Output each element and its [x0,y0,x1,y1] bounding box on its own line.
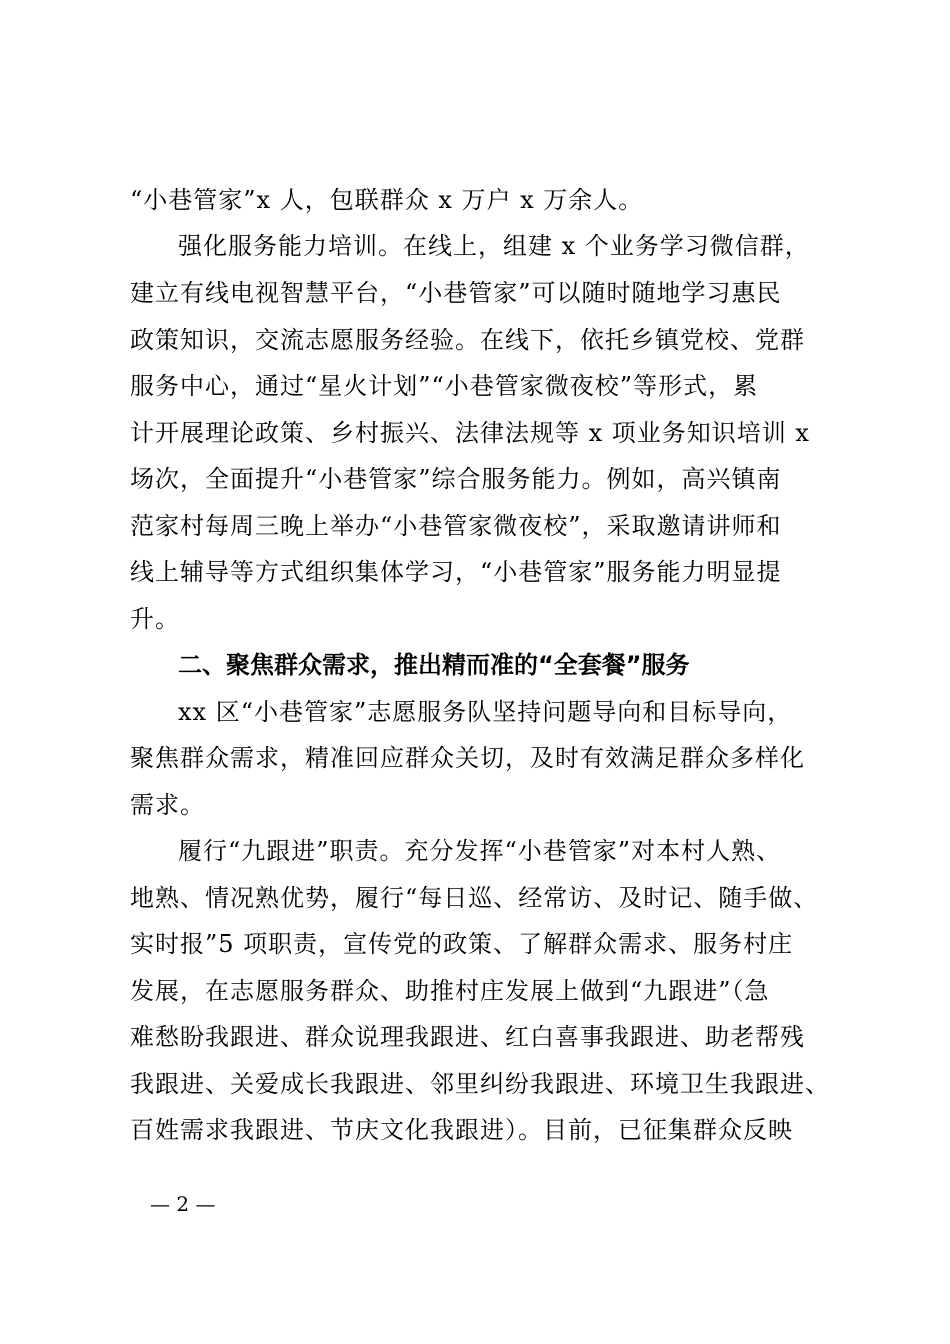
section-heading: 二、聚焦群众需求，推出精而准的“全套餐”服务 [178,651,690,679]
paragraph-heading-line: 强化服务能力培训。在线上，组建 x 个业务学习微信群， [178,232,810,260]
text-line: 升。 [130,605,180,633]
text-line: 百姓需求我跟进、节庆文化我跟进）。目前，已征集群众反映 [130,1116,793,1144]
page-number: — 2 — [150,1192,216,1216]
text-line: 难愁盼我跟进、群众说理我跟进、红白喜事我跟进、助老帮残 [130,1023,805,1051]
text-line: 地熟、情况熟优势，履行“每日巡、经常访、及时记、随手做、 [130,884,819,912]
text-line: 服务中心，通过“星火计划”“小巷管家微夜校”等形式，累 [130,372,759,400]
text-line: 我跟进、关爱成长我跟进、邻里纠纷我跟进、环境卫生我跟进、 [130,1070,830,1098]
text-line: 计开展理论政策、乡村振兴、法律法规等 x 项业务知识培训 x [130,419,810,447]
text-line: 范家村每周三晚上举办“小巷管家微夜校”，采取邀请讲师和 [130,512,782,540]
text-line: “小巷管家”x 人，包联群众 x 万户 x 万余人。 [130,186,644,214]
text-line: 实时报”5 项职责，宣传党的政策、了解群众需求、服务村庄 [130,930,794,958]
text-line: 聚焦群众需求，精准回应群众关切，及时有效满足群众多样化 [130,744,805,772]
text-line: 发展，在志愿服务群众、助推村庄发展上做到“九跟进”（急 [130,977,770,1005]
paragraph-heading-line: 履行“九跟进”职责。充分发挥“小巷管家”对本村人熟、 [178,837,782,865]
text-line: 建立有线电视智慧平台，“小巷管家”可以随时随地学习惠民 [130,279,782,307]
text-line: 需求。 [130,791,205,819]
text-line: 政策知识，交流志愿服务经验。在线下，依托乡镇党校、党群 [130,326,805,354]
paragraph-line: xx 区“小巷管家”志愿服务队坚持问题导向和目标导向， [178,698,793,726]
text-line: 场次，全面提升“小巷管家”综合服务能力。例如，高兴镇南 [130,465,782,493]
text-line: 线上辅导等方式组织集体学习，“小巷管家”服务能力明显提 [130,558,782,586]
